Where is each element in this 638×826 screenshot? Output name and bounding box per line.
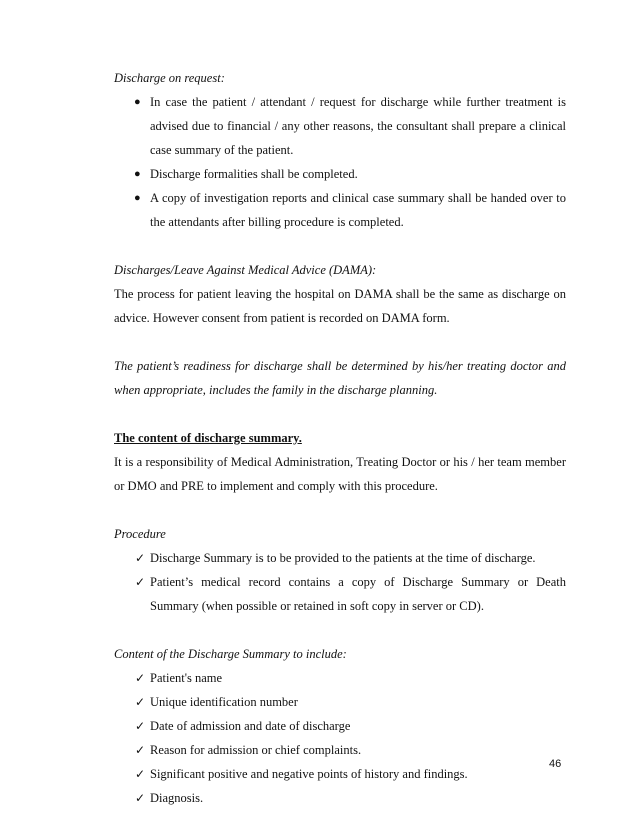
list-item-text: Patient’s medical record contains a copy of Discharge Summary or Death Summary (when possible or retained in soft copy in server or CD). (150, 575, 566, 613)
list-item-text: Diagnosis. (150, 791, 204, 805)
list-item-text: Discharge formalities shall be completed. (150, 167, 358, 181)
list-item-text: Date of admission and date of discharge (150, 719, 351, 733)
list-item-text: Reason for admission or chief complaints. (150, 743, 362, 757)
list-item (114, 690, 566, 714)
readiness-text: The patient’s readiness for discharge shall be determined by his/her treating doctor and when appropriate, includes the family in the discharge planning. (114, 359, 566, 397)
spacer (114, 330, 566, 354)
list-item (114, 186, 566, 234)
page-content (114, 66, 566, 810)
checkmark-icon: ✓ (135, 695, 146, 709)
checkmark-icon: ✓ (135, 671, 146, 685)
include-heading: Content of the Discharge Summary to include: (114, 647, 347, 661)
dama-heading: Discharges/Leave Against Medical Advice (DAMA): (114, 263, 377, 277)
list-item-text: Unique identification number (150, 695, 298, 709)
discharge-request-list (114, 90, 566, 234)
list-item-text: Significant positive and negative points of history and findings. (150, 767, 468, 781)
procedure-heading: Procedure (114, 527, 166, 541)
list-item-text: A copy of investigation reports and clinical case summary shall be handed over to the attendants after billing procedure is completed. (150, 191, 566, 229)
bullet-icon: ● (134, 96, 141, 108)
include-list (114, 666, 566, 810)
content-text: It is a responsibility of Medical Administration, Treating Doctor or his / her team member or DMO and PRE to implement and comply with this procedure. (114, 455, 566, 493)
list-item-text: In case the patient / attendant / request for discharge while further treatment is advised due to financial / any other reasons, the consultant shall prepare a clinical case summary of the patient. (150, 95, 566, 157)
spacer (114, 498, 566, 522)
list-item (114, 762, 566, 786)
checkmark-icon: ✓ (135, 743, 146, 757)
list-item (114, 90, 566, 162)
list-item (114, 546, 566, 570)
spacer (114, 402, 566, 426)
list-item (114, 786, 566, 810)
checkmark-icon: ✓ (135, 551, 146, 565)
procedure-list (114, 546, 566, 618)
dama-text: The process for patient leaving the hospital on DAMA shall be the same as discharge on advice. However consent from patient is recorded on DAMA form. (114, 287, 566, 325)
content-heading: The content of discharge summary. (114, 431, 302, 445)
list-item (114, 738, 566, 762)
bullet-icon: ● (134, 168, 141, 180)
spacer (114, 234, 566, 258)
checkmark-icon: ✓ (135, 575, 146, 589)
checkmark-icon: ✓ (135, 719, 146, 733)
list-item (114, 714, 566, 738)
list-item (114, 666, 566, 690)
page-number: 46 (549, 758, 562, 770)
list-item-text: Patient's name (150, 671, 223, 685)
list-item (114, 162, 566, 186)
list-item (114, 570, 566, 618)
discharge-request-heading: Discharge on request: (114, 71, 225, 85)
checkmark-icon: ✓ (135, 767, 146, 781)
spacer (114, 618, 566, 642)
bullet-icon: ● (134, 192, 141, 204)
checkmark-icon: ✓ (135, 791, 146, 805)
list-item-text: Discharge Summary is to be provided to the patients at the time of discharge. (150, 551, 536, 565)
